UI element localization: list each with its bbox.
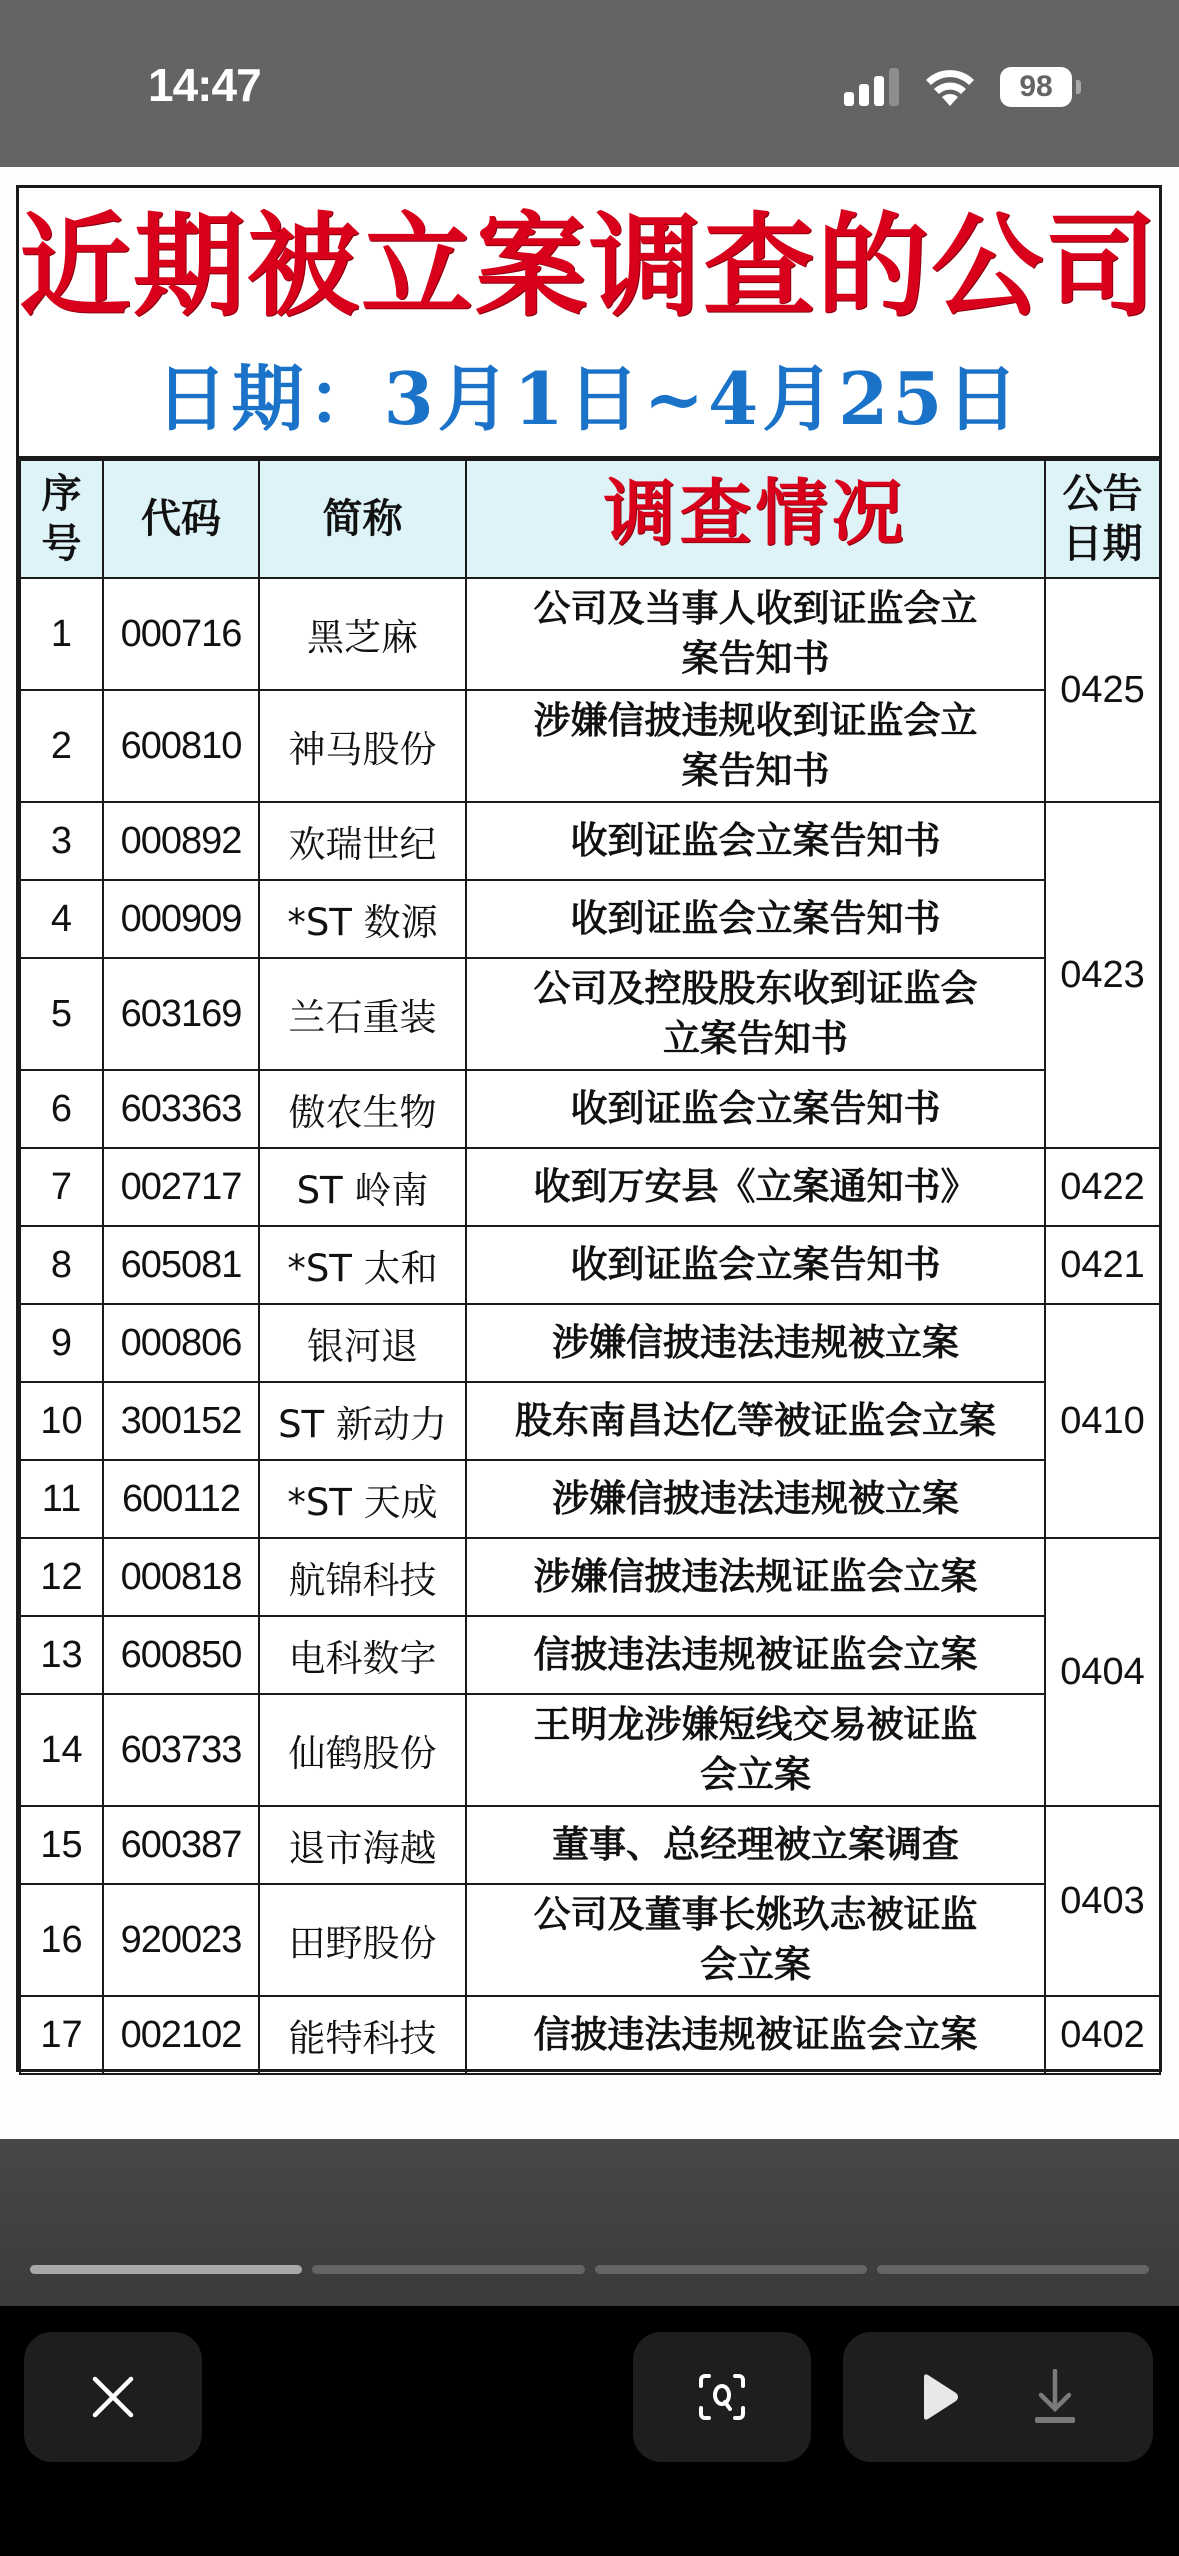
detail-line: 收到证监会立案告知书 (570, 819, 941, 862)
detail-line: 公司及控股股东收到证监会 (533, 967, 978, 1010)
row-index: 5 (20, 958, 103, 1070)
signal-icon (844, 68, 900, 106)
table-row (20, 1382, 1160, 1460)
header-code: 代码 (103, 460, 259, 578)
investigation-detail (466, 1538, 1045, 1616)
stock-name: *ST 太和 (259, 1226, 466, 1304)
investigation-detail (466, 1070, 1045, 1148)
detail-line: 收到证监会立案告知书 (570, 897, 941, 940)
table-row (20, 1806, 1160, 1884)
stock-name: 神马股份 (259, 690, 466, 802)
battery-icon (1000, 67, 1072, 107)
viewer-dark-band (0, 2139, 1179, 2306)
stock-code: 600850 (103, 1616, 259, 1694)
detail-line: 公司及董事长姚玖志被证监 (533, 1893, 978, 1936)
table-row (20, 1996, 1160, 2074)
page-indicator-segment[interactable] (312, 2265, 584, 2274)
play-icon[interactable] (920, 2373, 960, 2421)
table-row (20, 880, 1160, 958)
stock-code: 600810 (103, 690, 259, 802)
close-icon (91, 2375, 135, 2419)
poster-title: 近期被立案调查的公司 (19, 202, 1159, 332)
row-index: 7 (20, 1148, 103, 1226)
table-row (20, 1694, 1160, 1806)
investigation-detail (466, 958, 1045, 1070)
poster-image (16, 185, 1162, 2072)
row-index: 13 (20, 1616, 103, 1694)
visual-lookup-icon (697, 2372, 747, 2422)
poster-title-section (19, 188, 1159, 459)
detail-line: 涉嫌信披违法规证监会立案 (533, 1555, 978, 1598)
announcement-date: 0404 (1045, 1538, 1160, 1806)
investigation-detail (466, 880, 1045, 958)
detail-line: 案告知书 (681, 749, 830, 792)
row-index: 6 (20, 1070, 103, 1148)
detail-line: 立案告知书 (663, 1017, 848, 1060)
header-detail: 调查情况 (466, 460, 1045, 578)
investigation-detail (466, 1694, 1045, 1806)
row-index: 14 (20, 1694, 103, 1806)
cases-table (19, 459, 1161, 2075)
row-index: 17 (20, 1996, 103, 2074)
table-row (20, 1460, 1160, 1538)
announcement-date: 0423 (1045, 802, 1160, 1148)
stock-code: 300152 (103, 1382, 259, 1460)
row-index: 4 (20, 880, 103, 958)
stock-code: 920023 (103, 1884, 259, 1996)
investigation-detail (466, 1616, 1045, 1694)
detail-line: 信披违法违规被证监会立案 (533, 2013, 978, 2056)
investigation-detail (466, 1884, 1045, 1996)
detail-line: 收到证监会立案告知书 (570, 1087, 941, 1130)
investigation-detail (466, 690, 1045, 802)
detail-line: 涉嫌信披违规收到证监会立 (533, 699, 978, 742)
table-row (20, 1304, 1160, 1382)
poster-date-range: 日期：3月1日~4月25日 (155, 356, 1023, 441)
row-index: 11 (20, 1460, 103, 1538)
row-index: 2 (20, 690, 103, 802)
detail-line: 收到万安县《立案通知书》 (533, 1165, 978, 1208)
investigation-detail (466, 1806, 1045, 1884)
viewer-toolbar (0, 2306, 1179, 2556)
investigation-detail (466, 1304, 1045, 1382)
investigation-detail (466, 578, 1045, 690)
table-row (20, 802, 1160, 880)
announcement-date: 0425 (1045, 578, 1160, 802)
stock-code: 600112 (103, 1460, 259, 1538)
battery-level: 98 (1019, 70, 1053, 103)
stock-code: 000806 (103, 1304, 259, 1382)
table-row (20, 1070, 1160, 1148)
table-row (20, 1884, 1160, 1996)
table-row (20, 1538, 1160, 1616)
announcement-date: 0421 (1045, 1226, 1160, 1304)
row-index: 16 (20, 1884, 103, 1996)
table-row (20, 1148, 1160, 1226)
announcement-date: 0422 (1045, 1148, 1160, 1226)
table-row (20, 690, 1160, 802)
row-index: 10 (20, 1382, 103, 1460)
stock-name: ST 岭南 (259, 1148, 466, 1226)
table-row (20, 1226, 1160, 1304)
header-name: 简称 (259, 460, 466, 578)
stock-name: 航锦科技 (259, 1538, 466, 1616)
wifi-icon (925, 66, 975, 108)
detail-line: 公司及当事人收到证监会立 (533, 587, 978, 630)
detail-line: 信披违法违规被证监会立案 (533, 1633, 978, 1676)
detail-line: 收到证监会立案告知书 (570, 1243, 941, 1286)
table-row (20, 1616, 1160, 1694)
investigation-detail (466, 1382, 1045, 1460)
page-indicator-segment[interactable] (595, 2265, 867, 2274)
stock-code: 000818 (103, 1538, 259, 1616)
stock-name: 欢瑞世纪 (259, 802, 466, 880)
page-indicator-segment[interactable] (877, 2265, 1149, 2274)
stock-code: 002717 (103, 1148, 259, 1226)
investigation-detail (466, 1226, 1045, 1304)
stock-code: 603169 (103, 958, 259, 1070)
stock-name: 田野股份 (259, 1884, 466, 1996)
stock-name: ST 新动力 (259, 1382, 466, 1460)
stock-code: 600387 (103, 1806, 259, 1884)
visual-lookup-button[interactable] (633, 2332, 811, 2462)
detail-line: 会立案 (700, 1943, 811, 1986)
stock-name: *ST 天成 (259, 1460, 466, 1538)
header-date: 公告 日期 (1045, 460, 1160, 578)
investigation-detail (466, 1148, 1045, 1226)
detail-line: 董事、总经理被立案调查 (552, 1823, 959, 1866)
close-button[interactable] (24, 2332, 202, 2462)
detail-line: 涉嫌信披违法违规被立案 (552, 1477, 959, 1520)
stock-name: 能特科技 (259, 1996, 466, 2074)
stock-code: 000892 (103, 802, 259, 880)
actions-group (843, 2332, 1153, 2462)
row-index: 15 (20, 1806, 103, 1884)
stock-name: 黑芝麻 (259, 578, 466, 690)
page-indicator-segment[interactable] (30, 2265, 302, 2274)
row-index: 3 (20, 802, 103, 880)
announcement-date: 0410 (1045, 1304, 1160, 1538)
table-row (20, 958, 1160, 1070)
battery-tip (1076, 80, 1081, 94)
announcement-date: 0402 (1045, 1996, 1160, 2074)
stock-name: 银河退 (259, 1304, 466, 1382)
stock-name: 电科数字 (259, 1616, 466, 1694)
stock-code: 603733 (103, 1694, 259, 1806)
detail-line: 王明龙涉嫌短线交易被证监 (533, 1703, 978, 1746)
row-index: 1 (20, 578, 103, 690)
detail-line: 案告知书 (681, 637, 830, 680)
table-header-row (20, 460, 1160, 578)
download-icon[interactable] (1033, 2369, 1077, 2425)
stock-name: 兰石重装 (259, 958, 466, 1070)
table-row (20, 578, 1160, 690)
investigation-detail (466, 802, 1045, 880)
stock-code: 603363 (103, 1070, 259, 1148)
announcement-date: 0403 (1045, 1806, 1160, 1996)
stock-code: 000909 (103, 880, 259, 958)
stock-code: 605081 (103, 1226, 259, 1304)
detail-line: 股东南昌达亿等被证监会立案 (515, 1399, 996, 1442)
row-index: 12 (20, 1538, 103, 1616)
stock-code: 002102 (103, 1996, 259, 2074)
row-index: 9 (20, 1304, 103, 1382)
detail-line: 涉嫌信披违法违规被立案 (552, 1321, 959, 1364)
row-index: 8 (20, 1226, 103, 1304)
status-bar (0, 0, 1179, 167)
stock-name: 仙鹤股份 (259, 1694, 466, 1806)
stock-name: 傲农生物 (259, 1070, 466, 1148)
status-time: 14:47 (148, 59, 261, 111)
stock-name: *ST 数源 (259, 880, 466, 958)
investigation-detail (466, 1996, 1045, 2074)
header-index: 序 号 (20, 460, 103, 578)
stock-code: 000716 (103, 578, 259, 690)
stock-name: 退市海越 (259, 1806, 466, 1884)
detail-line: 会立案 (700, 1753, 811, 1796)
image-viewer-content[interactable] (0, 167, 1179, 2139)
investigation-detail (466, 1460, 1045, 1538)
